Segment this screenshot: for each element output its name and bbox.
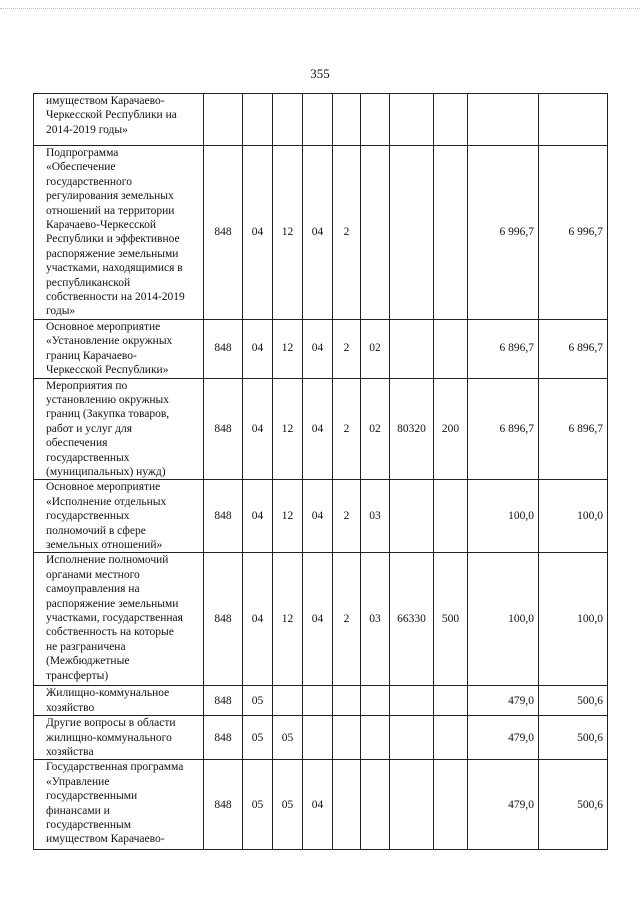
code-program: 04 [303,553,333,686]
code-section: 05 [243,760,273,850]
code-event [361,94,390,146]
table-row [34,94,608,146]
code-section: 05 [243,686,273,716]
amount-year1 [468,94,539,146]
code-section [243,94,273,146]
code-expense-type: 200 [434,378,468,480]
code-ministry: 848 [204,553,243,686]
code-subprogram [333,686,361,716]
code-event [361,716,390,760]
table-row [34,760,608,850]
code-subsection: 05 [273,760,303,850]
code-ministry: 848 [204,319,243,378]
amount-year1: 6 996,7 [468,146,539,320]
code-direction [390,146,434,320]
code-subsection: 12 [273,378,303,480]
code-expense-type [434,146,468,320]
budget-table [33,93,608,850]
scan-edge [0,0,640,9]
code-event [361,760,390,850]
code-expense-type [434,480,468,553]
code-direction: 80320 [390,378,434,480]
code-direction [390,760,434,850]
code-subprogram: 2 [333,319,361,378]
code-program: 04 [303,146,333,320]
code-subsection: 12 [273,319,303,378]
code-direction [390,319,434,378]
amount-year2: 6 996,7 [539,146,608,320]
code-ministry [204,94,243,146]
code-subsection [273,686,303,716]
code-section: 04 [243,553,273,686]
code-direction: 66330 [390,553,434,686]
row-name: Мероприятия по установлению окружных границ (Закупка товаров, работ и услуг для обеспечения государственных (муниципальных) нужд) [34,378,204,480]
code-ministry: 848 [204,480,243,553]
amount-year1: 479,0 [468,686,539,716]
code-program: 04 [303,480,333,553]
code-direction [390,686,434,716]
code-expense-type [434,319,468,378]
amount-year1: 100,0 [468,553,539,686]
code-ministry: 848 [204,760,243,850]
amount-year2: 100,0 [539,553,608,686]
table-row [34,686,608,716]
amount-year2: 500,6 [539,716,608,760]
table-row [34,553,608,686]
code-direction [390,94,434,146]
code-ministry: 848 [204,686,243,716]
row-name: Государственная программа «Управление государственными финансами и государственным имуществом Карачаево- [34,760,204,850]
amount-year1: 100,0 [468,480,539,553]
code-subprogram: 2 [333,378,361,480]
amount-year1: 479,0 [468,716,539,760]
code-subprogram: 2 [333,480,361,553]
code-section: 04 [243,480,273,553]
code-subprogram: 2 [333,553,361,686]
code-ministry: 848 [204,716,243,760]
code-event: 02 [361,319,390,378]
code-subprogram: 2 [333,146,361,320]
code-expense-type [434,94,468,146]
amount-year2: 6 896,7 [539,319,608,378]
code-event: 03 [361,553,390,686]
amount-year2: 6 896,7 [539,378,608,480]
code-program [303,716,333,760]
code-subsection: 05 [273,716,303,760]
page-number: 355 [310,66,330,81]
code-event [361,146,390,320]
code-subprogram [333,716,361,760]
code-direction [390,716,434,760]
amount-year2: 500,6 [539,686,608,716]
code-program [303,94,333,146]
amount-year1: 479,0 [468,760,539,850]
amount-year2: 500,6 [539,760,608,850]
code-subsection: 12 [273,480,303,553]
row-name: Жилищно-коммунальное хозяйство [34,686,204,716]
code-direction [390,480,434,553]
row-name: Другие вопросы в области жилищно-коммунального хозяйства [34,716,204,760]
code-expense-type [434,760,468,850]
row-name: имуществом Карачаево- Черкесской Республики на 2014-2019 годы» [34,94,204,146]
code-subprogram [333,760,361,850]
row-name: Исполнение полномочий органами местного самоуправления на распоряжение земельными участками, государственная собственность на которые не разграничена (Межбюджетные трансферты) [34,553,204,686]
code-subprogram [333,94,361,146]
amount-year1: 6 896,7 [468,378,539,480]
code-program: 04 [303,760,333,850]
code-program: 04 [303,319,333,378]
code-section: 05 [243,716,273,760]
row-name: Основное мероприятие «Исполнение отдельных государственных полномочий в сфере земельных отношений» [34,480,204,553]
table-row [34,378,608,480]
code-subsection: 12 [273,553,303,686]
amount-year2: 100,0 [539,480,608,553]
table-row [34,319,608,378]
code-expense-type [434,686,468,716]
code-event: 03 [361,480,390,553]
code-event: 02 [361,378,390,480]
code-section: 04 [243,319,273,378]
amount-year1: 6 896,7 [468,319,539,378]
code-expense-type [434,716,468,760]
code-expense-type: 500 [434,553,468,686]
code-section: 04 [243,378,273,480]
code-event [361,686,390,716]
code-program [303,686,333,716]
table-row [34,146,608,320]
table-row [34,716,608,760]
amount-year2 [539,94,608,146]
row-name: Подпрограмма «Обеспечение государственного регулирования земельных отношений на территории Карачаево-Черкесской Республики и эффективное распоряжение земельными участками, находящимися в республиканской собственности на 2014-2019 годы» [34,146,204,320]
code-subsection [273,94,303,146]
code-ministry: 848 [204,378,243,480]
code-program: 04 [303,378,333,480]
code-ministry: 848 [204,146,243,320]
code-subsection: 12 [273,146,303,320]
row-name: Основное мероприятие «Установление окружных границ Карачаево- Черкесской Республики» [34,319,204,378]
table-row [34,480,608,553]
code-section: 04 [243,146,273,320]
